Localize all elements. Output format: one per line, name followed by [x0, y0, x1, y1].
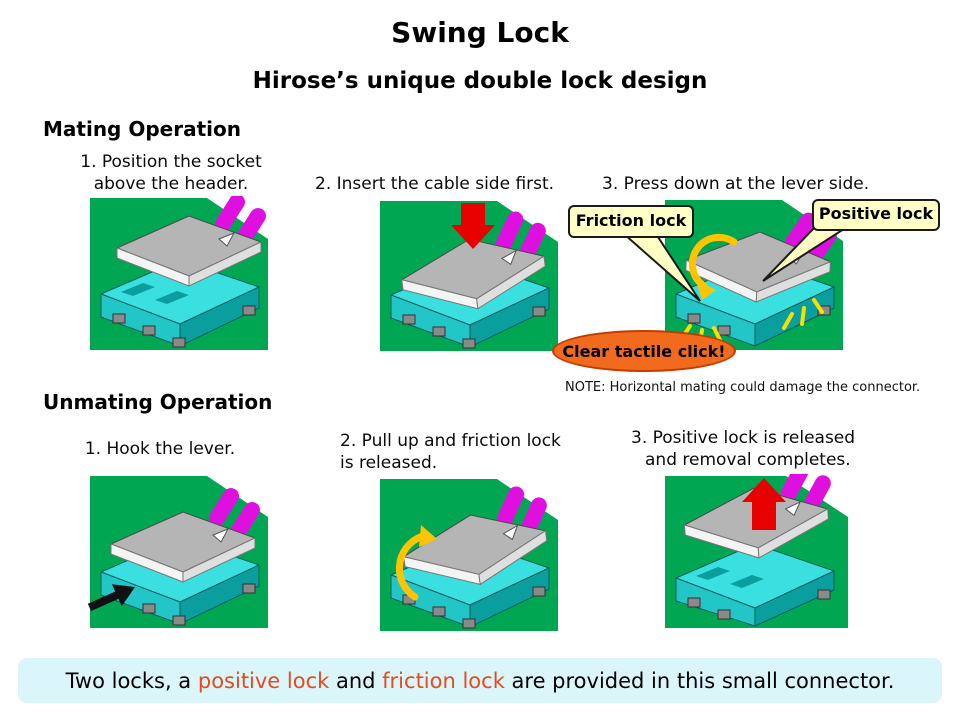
mating-heading: Mating Operation	[43, 117, 241, 141]
banner-highlight-positive-lock: positive lock	[197, 668, 330, 693]
unmating-step2-line1: 2. Pull up and friction lock	[340, 431, 561, 451]
friction-lock-callout-tail	[596, 233, 716, 305]
unmating-step2-line2: is released.	[340, 453, 438, 473]
unmating-step1-caption: 1. Hook the lever.	[84, 439, 236, 459]
unmating-heading: Unmating Operation	[43, 390, 273, 414]
page-title: Swing Lock	[391, 16, 569, 49]
banner-part2: and	[329, 668, 383, 693]
mating-note: NOTE: Horizontal mating could damage the connector.	[565, 380, 921, 395]
unmating-step3-illustration	[660, 474, 850, 630]
positive-lock-callout-tail	[745, 226, 857, 286]
positive-lock-callout: Positive lock	[812, 199, 940, 231]
unmating-step3-line1: 3. Positive lock is released	[631, 428, 856, 448]
mating-step1-line2: above the header.	[93, 174, 249, 194]
mating-step2-illustration	[375, 199, 560, 353]
unmating-step2-caption	[340, 430, 561, 474]
unmating-step3-caption	[631, 427, 855, 471]
tactile-click-badge: Clear tactile click!	[552, 330, 736, 372]
banner-highlight-friction-lock: friction lock	[382, 668, 505, 693]
banner-text	[66, 669, 895, 693]
mating-step3-caption: 3. Press down at the lever side.	[602, 174, 870, 194]
page-subtitle: Hirose’s unique double lock design	[252, 68, 708, 94]
mating-step2-caption: 2. Insert the cable side first.	[315, 174, 555, 194]
friction-lock-callout: Friction lock	[568, 205, 694, 238]
unmating-step1-illustration	[85, 474, 270, 630]
banner-part1: Two locks, a	[65, 668, 198, 693]
summary-banner	[18, 658, 942, 703]
mating-step1-illustration	[85, 196, 270, 352]
mating-step1-line1: 1. Position the socket	[80, 152, 262, 172]
unmating-step3-line2: and removal completes.	[645, 450, 851, 470]
banner-part3: are provided in this small connector.	[504, 668, 895, 693]
unmating-step2-illustration	[375, 477, 560, 633]
mating-step1-caption	[60, 151, 282, 195]
